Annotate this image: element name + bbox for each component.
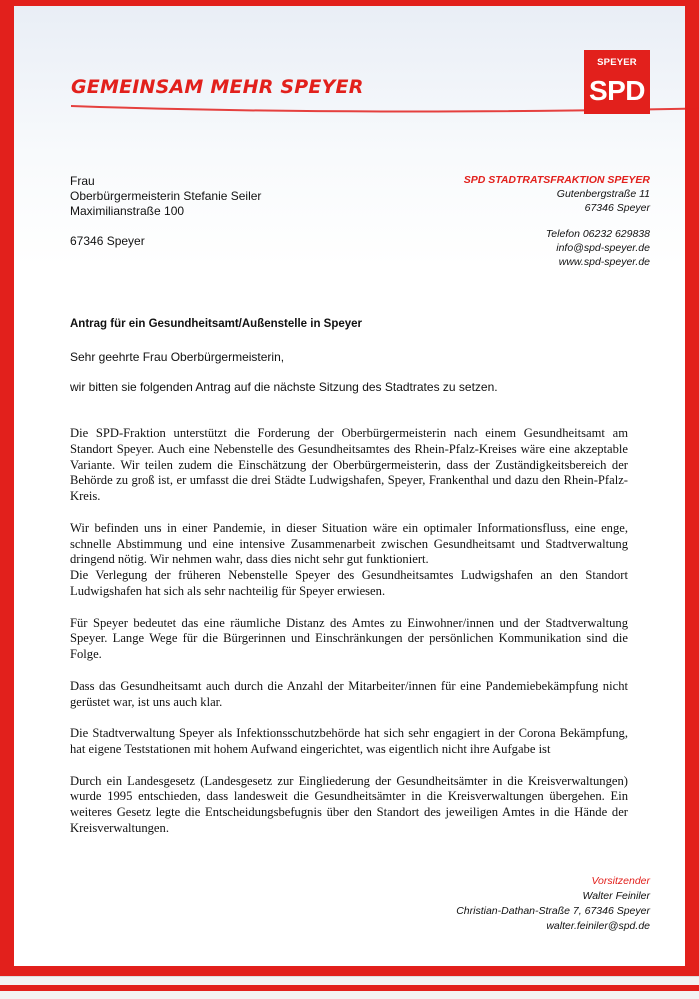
body-paragraph: Durch ein Landesgesetz (Landesgesetz zur Eingliederung der Gesundheitsämter in die Kreisverwaltungen) wurde 1995 entschieden, dass landesweit die Gesundheitsämter in die Kreisverwaltungen übergehen. Ein weiteres Gesetz legte die Entscheidungsbefugnis über den Standort des jeweiligen Amtes in die Hände der Kreisverwaltungen.: [70, 773, 628, 835]
next-page-red-strip: [0, 985, 699, 991]
recipient-city: 67346 Speyer: [70, 234, 145, 248]
body-paragraph: Wir befinden uns in einer Pandemie, in dieser Situation wäre ein optimaler Informationsfluss, eine enge, schnelle Abstimmung und eine intensive Zusammenarbeit zwischen Gesundheitsamt und Stadtverwaltung dringend nötig. Wir nehmen wahr, dass dies nicht sehr gut funktioniert.: [70, 520, 628, 567]
signature-email: walter.feiniler@spd.de: [546, 920, 650, 932]
signature-role: Vorsitzender: [591, 875, 650, 887]
logo-city: SPEYER: [597, 57, 637, 68]
letter-subject: Antrag für ein Gesundheitsamt/Außenstelle in Speyer: [70, 318, 363, 330]
signature-block: [456, 874, 650, 934]
letter-salutation: Sehr geehrte Frau Oberbürgermeisterin,: [70, 350, 285, 364]
letter-request: wir bitten sie folgenden Antrag auf die nächste Sitzung des Stadtrates zu setzen.: [70, 380, 498, 394]
signature-name: Walter Feiniler: [582, 890, 650, 902]
next-page-edge: [0, 976, 699, 999]
recipient-street: Maximilianstraße 100: [70, 204, 185, 218]
sender-city: 67346 Speyer: [584, 202, 650, 214]
recipient-salutation-line: Frau: [70, 174, 95, 188]
body-paragraph: Die Verlegung der früheren Nebenstelle Speyer des Gesundheitsamtes Ludwigshafen an den Standort Ludwigshafen hat sich als sehr nachteilig für Speyer erwiesen.: [70, 568, 628, 598]
body-paragraph: Dass das Gesundheitsamt auch durch die Anzahl der Mitarbeiter/innen für eine Pandemiebekämpfung nicht gerüstet war, ist uns auch klar.: [70, 678, 628, 709]
body-paragraph: Die Stadtverwaltung Speyer als Infektionsschutzbehörde hat sich sehr engagiert in der Corona Bekämpfung, hat eigene Teststationen mit hohem Aufwand eingerichtet, was eigentlich nicht ihre Aufgabe ist: [70, 726, 628, 756]
sender-address: [464, 173, 650, 269]
body-paragraph: Für Speyer bedeutet das eine räumliche Distanz des Amtes zu Einwohner/innen und der Stadtverwaltung Speyer. Lange Wege für die Bürgerinnen und Einschränkungen der persönlichen Kommunikation sind die Folge.: [70, 615, 628, 662]
logo-party: SPD: [588, 75, 646, 106]
signature-address: Christian-Dathan-Straße 7, 67346 Speyer: [456, 905, 650, 917]
sender-phone: Telefon 06232 629838: [545, 228, 650, 240]
campaign-slogan: GEMEINSAM MEHR SPEYER: [71, 76, 364, 98]
sender-organization: SPD STADTRATSFRAKTION SPEYER: [463, 174, 650, 186]
sender-street: Gutenbergstraße 11: [556, 188, 650, 200]
spd-logo: [584, 50, 650, 114]
recipient-address: [70, 174, 261, 249]
recipient-name: Oberbürgermeisterin Stefanie Seiler: [70, 189, 262, 203]
body-paragraph: Die SPD-Fraktion unterstützt die Forderung der Oberbürgermeisterin nach einem Gesundheitsamt am Standort Speyer. Auch eine Nebenstelle des Gesundheitsamtes des Rhein-Pfalz-Kreises wäre eine akzeptable Variante. Wir teilen zudem die Einschätzung der Oberbürgermeisterin, dass der Zuständigkeitsbereich der Behörde zu groß ist, er umfasst die drei Städte Ludwigshafen, Speyer, Frankenthal und dazu den Rhein-Pfalz-Kreis.: [70, 426, 628, 504]
letter-page: [14, 6, 685, 965]
sender-email: info@spd-speyer.de: [556, 242, 650, 254]
sender-website: www.spd-speyer.de: [558, 256, 650, 268]
letter-body: [70, 426, 628, 853]
